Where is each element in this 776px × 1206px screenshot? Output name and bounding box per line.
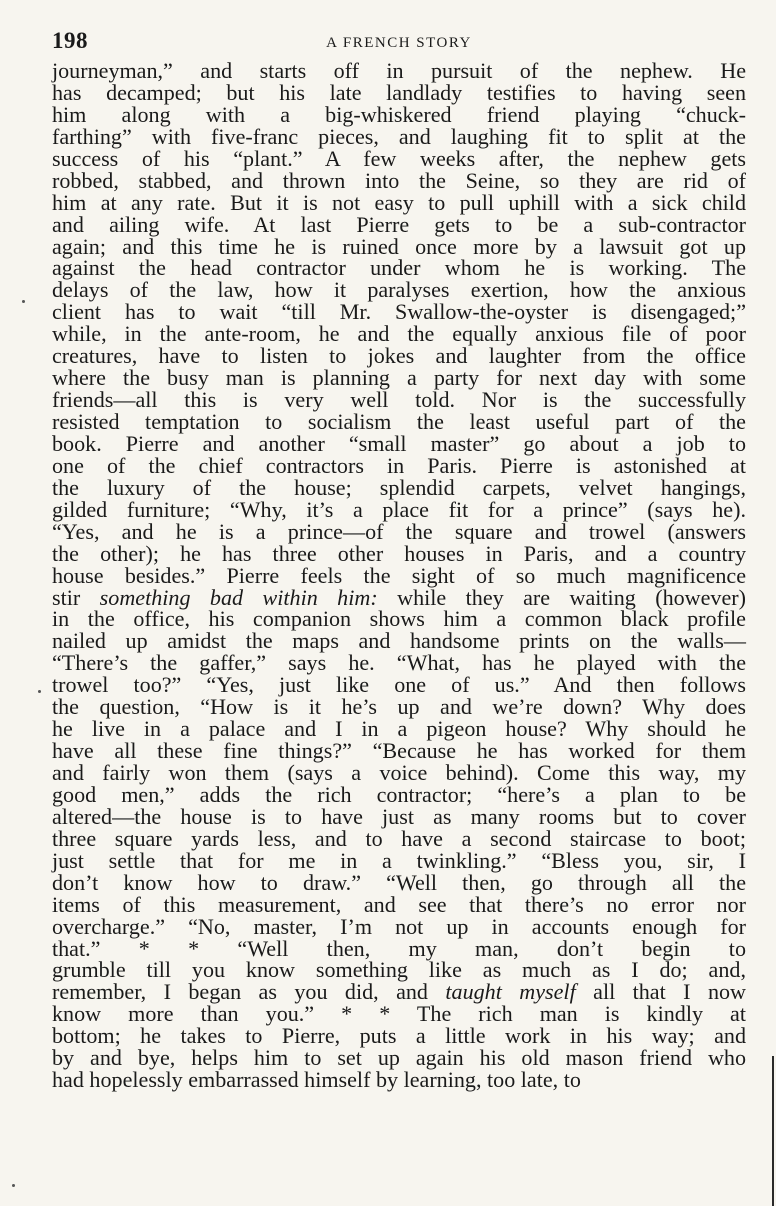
paper-speck xyxy=(38,690,41,693)
text-segment: resisted temptation to socialism the least useful part of the xyxy=(52,409,746,434)
text-line xyxy=(52,630,746,652)
text-line xyxy=(52,101,746,127)
text-line xyxy=(52,211,746,237)
text-segment: “There’s the gaffer,” says he. “What, has he played with the xyxy=(52,650,746,676)
text-line xyxy=(52,696,746,718)
text-segment: “Yes, and he is a prince—of the square and trowel (answers xyxy=(52,518,746,544)
text-segment: nailed up amidst the maps and handsome prints on the walls— xyxy=(52,628,746,654)
text-segment: all that I now xyxy=(575,979,746,1005)
text-line xyxy=(52,652,746,674)
text-segment: by and bye, helps him to set up again his old mason friend who xyxy=(52,1045,746,1071)
text-segment: where the busy man is planning a party for next day with some xyxy=(52,365,746,391)
text-segment: had hopelessly embarrassed himself by learning, too late, to xyxy=(52,1067,581,1093)
text-line xyxy=(52,869,746,895)
text-line xyxy=(52,474,746,500)
text-line xyxy=(52,891,746,917)
text-line xyxy=(52,825,746,851)
text-line xyxy=(52,123,746,149)
page-edge-mark xyxy=(772,1056,774,1206)
text-segment: while, in the ante-room, he and the equally anxious file of poor xyxy=(52,321,746,347)
text-segment: the question, “How is it he’s up and we’re down? Why does xyxy=(52,694,746,720)
text-segment: overcharge.” “No, master, I’m not up in accounts enough for xyxy=(52,913,746,939)
text-line xyxy=(52,781,746,807)
page-header xyxy=(52,28,746,58)
text-line xyxy=(52,740,746,762)
text-segment: farthing” with five-franc pieces, and laughing fit to split at the xyxy=(52,123,746,149)
text-segment: items of this measurement, and see that there’s no error nor xyxy=(52,891,746,917)
text-segment: grumble till you know something like as much as I do; and, xyxy=(52,957,746,983)
text-line xyxy=(52,79,746,105)
text-line xyxy=(52,257,746,279)
body-text xyxy=(52,60,746,1091)
text-segment: don’t know how to draw.” “Well then, go through all the xyxy=(52,869,746,895)
text-segment: delays of the law, how it paralyses exertion, how the anxious xyxy=(52,277,746,303)
text-line xyxy=(52,167,746,193)
text-line xyxy=(52,233,746,259)
text-segment: him along with a big-whiskered friend playing “chuck- xyxy=(52,101,746,127)
text-line xyxy=(52,189,746,215)
running-head: A FRENCH STORY xyxy=(326,35,472,51)
text-line xyxy=(52,1047,746,1069)
text-segment: stir xyxy=(52,584,100,610)
text-line xyxy=(52,562,746,588)
text-line xyxy=(52,959,746,981)
text-segment: creatures, have to listen to jokes and laughter from the office xyxy=(52,343,746,369)
text-line xyxy=(52,518,746,544)
text-segment: the other); he has three other houses in Paris, and a country xyxy=(52,540,746,566)
text-segment: friends—all this is very well told. Nor is the successfully xyxy=(52,387,746,413)
text-segment: and fairly won them (says a voice behind). Come this way, my xyxy=(52,760,746,785)
text-line xyxy=(52,674,746,696)
text-line xyxy=(52,430,746,456)
text-segment: has decamped; but his late landlady testifies to having seen xyxy=(52,79,746,105)
text-segment: that.” * * “Well then, my man, don’t begin to xyxy=(52,935,746,961)
text-line xyxy=(52,60,746,82)
text-line xyxy=(52,540,746,566)
text-line xyxy=(52,584,746,610)
text-line xyxy=(52,803,746,829)
text-line xyxy=(52,389,746,411)
text-segment: have all these fine things?” “Because he has worked for them xyxy=(52,738,746,764)
text-segment: altered—the house is to have just as many rooms but to cover xyxy=(52,803,746,829)
text-segment: client has to wait “till Mr. Swallow-the-oyster is disengaged;” xyxy=(52,299,746,325)
text-segment: just settle that for me in a twinkling.” “Bless you, sir, I xyxy=(52,847,746,873)
text-line xyxy=(52,935,746,961)
text-segment: gilded furniture; “Why, it’s a place fit for a prince” (says he). xyxy=(52,496,746,522)
text-segment: him at any rate. But it is not easy to pull uphill with a sick child xyxy=(52,189,746,215)
text-line xyxy=(52,496,746,522)
text-segment: against the head contractor under whom he is working. The xyxy=(52,255,746,281)
text-line xyxy=(52,279,746,301)
text-segment: one of the chief contractors in Paris. Pierre is astonished at xyxy=(52,452,746,478)
text-line xyxy=(52,367,746,389)
text-segment: good men,” adds the rich contractor; “here’s a plan to be xyxy=(52,781,746,807)
text-segment: trowel too?” “Yes, just like one of us.” And then follows xyxy=(52,672,746,698)
text-line xyxy=(52,762,746,784)
text-segment: in the office, his companion shows him a common black profile xyxy=(52,606,746,632)
text-line xyxy=(52,981,746,1003)
text-line xyxy=(52,452,746,478)
text-line xyxy=(52,913,746,939)
text-segment: he live in a palace and I in a pigeon house? Why should he xyxy=(52,716,746,742)
text-line xyxy=(52,847,746,873)
text-segment: house besides.” Pierre feels the sight of so much magnificence xyxy=(52,562,746,588)
text-segment: bottom; he takes to Pierre, puts a little work in his way; and xyxy=(52,1023,746,1049)
text-segment: success of his “plant.” A few weeks after, the nephew gets xyxy=(52,145,746,171)
text-line xyxy=(52,1069,746,1091)
text-line xyxy=(52,718,746,740)
text-segment: know more than you.” * * The rich man is kindly at xyxy=(52,1001,746,1027)
text-segment: three square yards less, and to have a second staircase to boot; xyxy=(52,825,746,851)
text-line xyxy=(52,345,746,367)
text-line xyxy=(52,323,746,345)
text-segment: remember, I began as you did, and xyxy=(52,979,446,1005)
page-number: 198 xyxy=(52,28,88,53)
text-line xyxy=(52,1025,746,1047)
text-segment: the luxury of the house; splendid carpets, velvet hangings, xyxy=(52,474,746,500)
text-segment: robbed, stabbed, and thrown into the Seine, so they are rid of xyxy=(52,167,746,193)
text-line xyxy=(52,145,746,171)
text-segment: and ailing wife. At last Pierre gets to be a sub-contractor xyxy=(52,211,746,237)
text-segment: while they are waiting (however) xyxy=(377,584,746,610)
text-segment: journeyman,” and starts off in pursuit of the nephew. He xyxy=(52,58,746,83)
italic-text: something bad within him: xyxy=(99,584,378,610)
text-segment: again; and this time he is ruined once more by a lawsuit got up xyxy=(52,233,746,259)
text-line xyxy=(52,608,746,630)
text-segment: book. Pierre and another “small master” go about a job to xyxy=(52,430,746,456)
text-line xyxy=(52,1003,746,1025)
italic-text: taught myself xyxy=(445,979,576,1005)
paper-speck xyxy=(12,1184,15,1187)
paper-speck xyxy=(22,300,25,303)
text-line xyxy=(52,301,746,323)
text-line xyxy=(52,411,746,433)
